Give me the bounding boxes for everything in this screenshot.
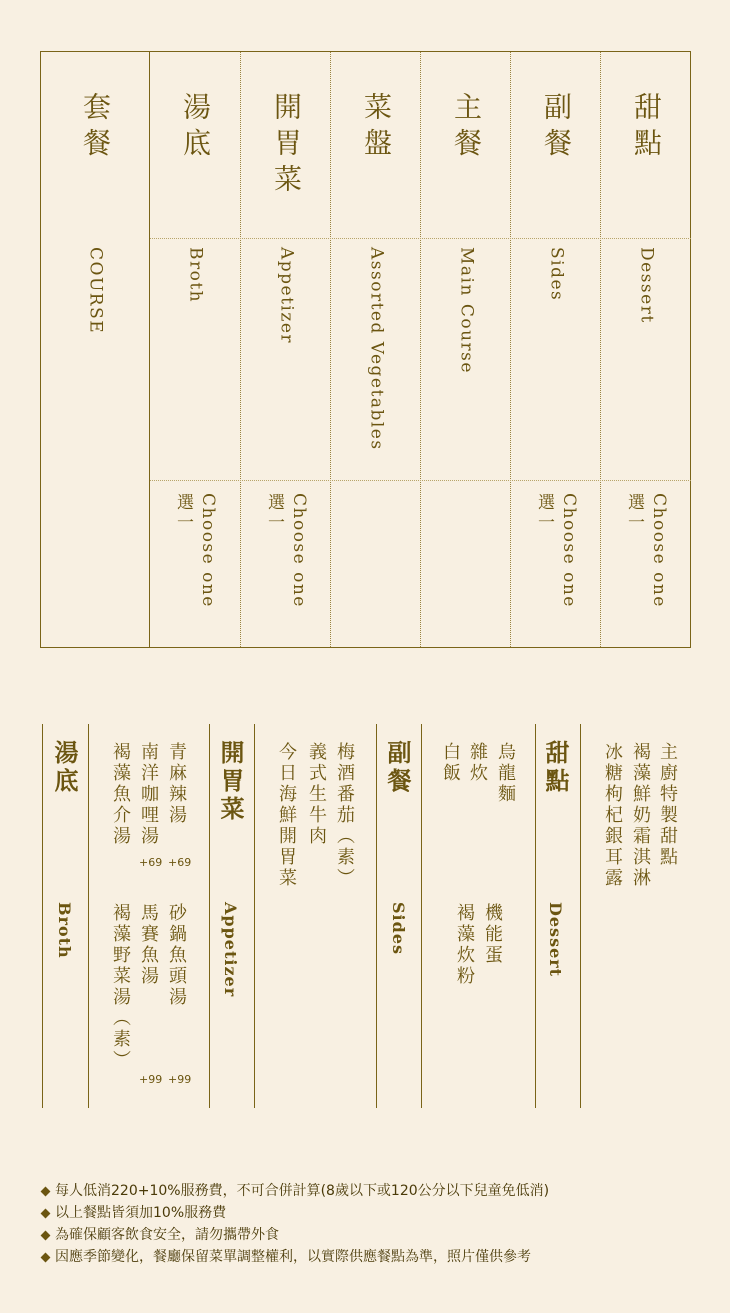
course-col-zh: 副餐 (540, 92, 573, 164)
course-col-zh: 開胃菜 (270, 92, 303, 200)
surcharge-label: +99 (139, 1073, 163, 1086)
sides-item: 烏龍麵 (495, 742, 516, 805)
diamond-bullet-icon (41, 1230, 51, 1240)
choose-zh: 選一 (624, 493, 644, 533)
menu-rule (88, 724, 89, 1108)
choose-one-label (535, 493, 577, 608)
surcharge-label: +69 (168, 856, 192, 869)
course-col-zh: 主餐 (450, 92, 483, 164)
section-en-broth: Broth (55, 902, 74, 959)
course-header-en: COURSE (85, 247, 106, 335)
diamond-bullet-icon (41, 1186, 51, 1196)
choose-en: Choose one (198, 493, 218, 608)
section-title-broth: 湯底 (50, 740, 78, 796)
choose-zh: 選一 (264, 493, 284, 533)
note-item (40, 1224, 700, 1246)
choose-en: Choose one (559, 493, 579, 608)
menu-rule (254, 724, 255, 1108)
broth-item: 褐藻魚介湯 (110, 742, 131, 847)
course-col-en: Dessert (636, 247, 657, 324)
note-text: 因應季節變化，餐廳保留菜單調整權利，以實際供應餐點為準，照片僅供參考 (55, 1249, 531, 1265)
section-en-dessert: Dessert (546, 902, 565, 978)
menu-rule (209, 724, 210, 1108)
course-col-main (421, 52, 511, 647)
choose-en: Choose one (289, 493, 309, 608)
menu-rule (535, 724, 536, 1108)
choose-zh: 選一 (173, 493, 193, 533)
note-text: 每人低消220+10%服務費，不可合併計算(8歲以下或120公分以下兒童免低消) (55, 1183, 550, 1199)
menu-rule (42, 724, 43, 1108)
broth-item: 馬賽魚湯 (138, 903, 159, 987)
course-table (40, 51, 691, 648)
diamond-bullet-icon (41, 1252, 51, 1262)
broth-item: 褐藻野菜湯（素） (110, 903, 131, 1071)
section-en-sides: Sides (389, 902, 408, 956)
dessert-item: 冰糖枸杞銀耳露 (602, 742, 623, 889)
course-header-column (41, 52, 149, 647)
appetizer-item: 今日海鮮開胃菜 (276, 742, 297, 889)
note-item (40, 1180, 700, 1202)
section-title-appetizer: 開胃菜 (216, 740, 244, 824)
appetizer-item: 義式生牛肉 (306, 742, 327, 847)
course-col-broth (150, 52, 240, 647)
choose-en: Choose one (649, 493, 669, 608)
course-col-appetizer (241, 52, 331, 647)
course-col-en: Broth (185, 247, 206, 304)
note-text: 為確保顧客飲食安全，請勿攜帶外食 (55, 1227, 279, 1243)
course-col-zh: 湯底 (179, 92, 212, 164)
choose-one-label (625, 493, 667, 608)
menu-rule (376, 724, 377, 1108)
broth-item: 砂鍋魚頭湯 (166, 903, 187, 1008)
section-en-appetizer: Appetizer (221, 902, 240, 998)
choose-one-label (265, 493, 307, 608)
course-col-dessert (601, 52, 691, 647)
note-item (40, 1202, 700, 1224)
dessert-item: 主廚特製甜點 (657, 742, 678, 868)
section-title-dessert: 甜點 (541, 740, 569, 796)
sides-item: 雜炊 (467, 742, 488, 784)
course-col-en: Main Course (456, 247, 477, 374)
choose-one-label (174, 493, 216, 608)
course-col-en: Assorted Vegetables (366, 247, 387, 451)
surcharge-label: +69 (139, 856, 163, 869)
sides-item: 褐藻炊粉 (454, 903, 475, 987)
note-item (40, 1246, 700, 1268)
menu-rule (421, 724, 422, 1108)
surcharge-label: +99 (168, 1073, 192, 1086)
dessert-item: 褐藻鮮奶霜淇淋 (630, 742, 651, 889)
sides-item: 機能蛋 (482, 903, 503, 966)
course-col-sides (511, 52, 601, 647)
broth-item: 青麻辣湯 (166, 742, 187, 826)
section-title-sides: 副餐 (383, 740, 411, 796)
broth-item: 南洋咖哩湯 (138, 742, 159, 847)
appetizer-item: 梅酒番茄（素） (334, 742, 355, 889)
note-text: 以上餐點皆須加10%服務費 (55, 1205, 227, 1221)
course-col-en: Appetizer (276, 247, 297, 345)
course-col-en: Sides (546, 247, 567, 302)
course-col-zh: 甜點 (630, 92, 663, 164)
course-col-zh: 菜盤 (360, 92, 393, 164)
course-header-zh: 套餐 (79, 92, 112, 164)
row-divider (150, 480, 691, 481)
choose-zh: 選一 (534, 493, 554, 533)
diamond-bullet-icon (41, 1208, 51, 1218)
row-divider (150, 238, 691, 239)
sides-item: 白飯 (440, 742, 461, 784)
notes-list (40, 1180, 700, 1268)
course-col-vegetables (331, 52, 421, 647)
menu-rule (580, 724, 581, 1108)
